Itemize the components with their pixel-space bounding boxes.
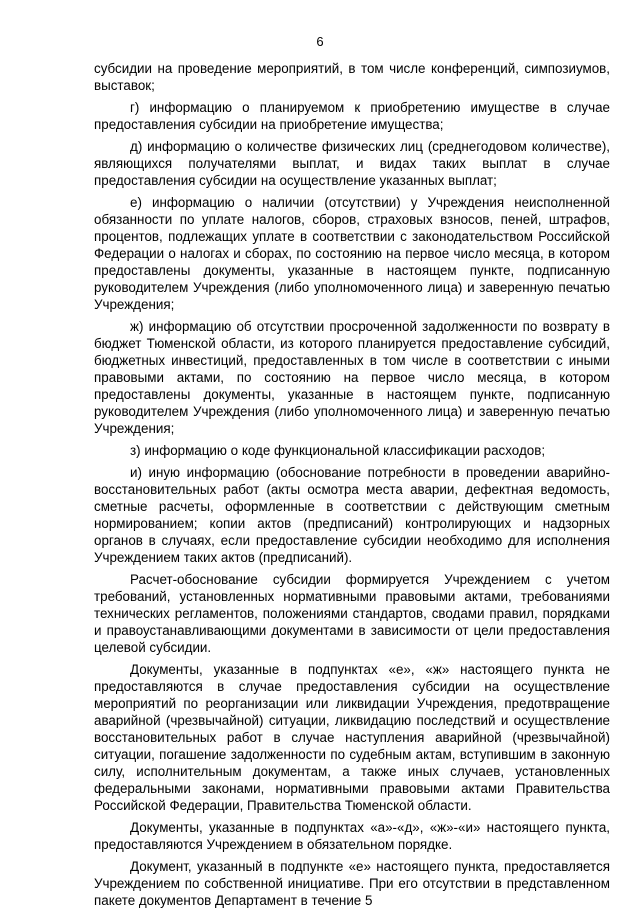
paragraph-calculation: Расчет-обоснование субсидии формируется Учреждением с учетом требований, установленных нормативными правовыми актами, требованиями технических регламентов, положениями стандартов, сводами правил, порядками и правоустанавливающими документами в зависимости от цели предоставления целевой субсидии. <box>94 572 610 655</box>
paragraph-item-z: з) информацию о коде функциональной классификации расходов; <box>130 443 546 458</box>
document-body <box>94 60 610 914</box>
paragraph-item-i: и) иную информацию (обоснование потребности в проведении аварийно-восстановительных работ (акты осмотра места аварии, дефектная ведомость, сметные расчеты, оформленные в соответствии с действующим сметным нормированием; копии актов (предписаний) контролирующих и надзорных органов в случаях, если предоставление субсидии необходимо для исполнения Учреждением таких актов (предписаний). <box>94 465 610 565</box>
paragraph-item-e: е) информацию о наличии (отсутствии) у Учреждения неисполненной обязанности по уплате налогов, сборов, страховых взносов, пеней, штрафов, процентов, подлежащих уплате в соответствии с законодательством Российской Федерации о налогах и сборах, по состоянию на первое число месяца, в котором предоставлены документы, указанные в настоящем пункте, подписанную руководителем Учреждения (либо уполномоченного лица) и заверенную печатью Учреждения; <box>94 195 610 312</box>
paragraph-mandatory-docs: Документы, указанные в подпунктах «а»-«д», «ж»-«и» настоящего пункта, предоставляются Учреждением в обязательном порядке. <box>94 820 610 852</box>
paragraph-item-d: д) информацию о количестве физических лиц (среднегодовом количестве), являющихся получателями выплат, и видах таких выплат в случае предоставления субсидии на осуществление указанных выплат; <box>94 139 610 188</box>
paragraph-continuation: субсидии на проведение мероприятий, в том числе конференций, симпозиумов, выставок; <box>94 61 610 93</box>
paragraph-optional-doc: Документ, указанный в подпункте «е» настоящего пункта, предоставляется Учреждением по собственной инициативе. При его отсутствии в представленном пакете документов Департамент в течение 5 <box>94 859 610 908</box>
paragraph-item-g: г) информацию о планируемом к приобретению имуществе в случае предоставления субсидии на приобретение имущества; <box>94 100 610 132</box>
paragraph-item-zh: ж) информацию об отсутствии просроченной задолженности по возврату в бюджет Тюменской области, из которого планируется предоставление субсидий, бюджетных инвестиций, предоставленных в том числе в соответствии с иными правовыми актами, по состоянию на первое число месяца, в котором предоставлены документы, указанные в настоящем пункте, подписанную руководителем Учреждения (либо уполномоченного лица) и заверенную печатью Учреждения; <box>94 319 610 436</box>
page-number: 6 <box>316 34 324 49</box>
paragraph-exemptions: Документы, указанные в подпунктах «е», «ж» настоящего пункта не предоставляются в случае предоставления субсидии на осуществление мероприятий по реорганизации или ликвидации Учреждения, предотвращение аварийной (чрезвычайной) ситуации, ликвидацию последствий и осуществление восстановительных работ в случае наступления аварийной (чрезвычайной) ситуации, погашение задолженности по судебным актам, вступившим в законную силу, исполнительным документам, а также иных случаев, установленных федеральными законами, нормативными правовыми актами Правительства Российской Федерации, Правительства Тюменской области. <box>94 662 610 813</box>
